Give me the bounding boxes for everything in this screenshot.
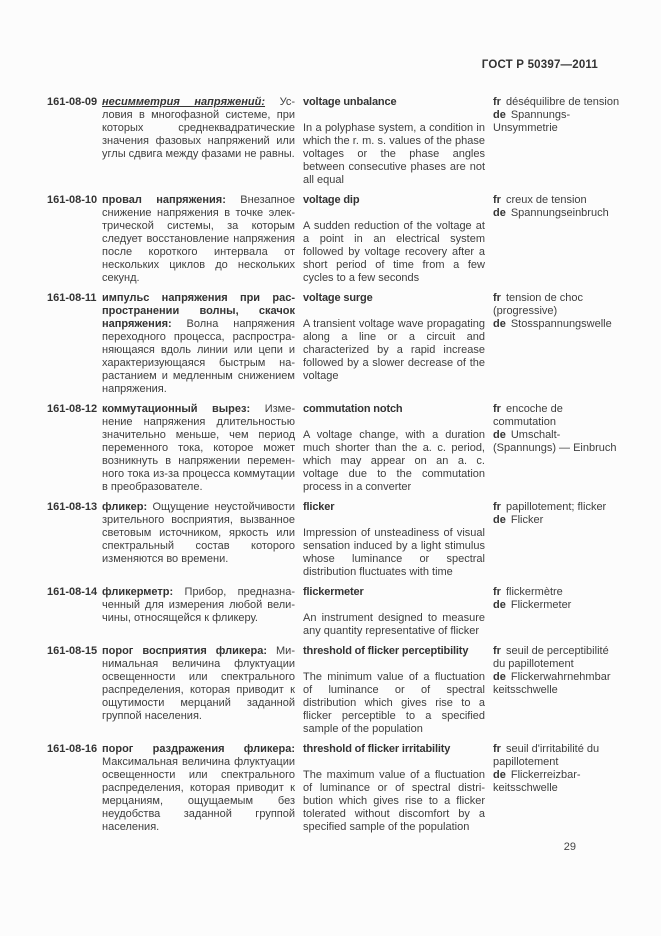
- de-label: de: [493, 671, 506, 683]
- de-label: de: [493, 514, 506, 526]
- fr-label: fr: [493, 586, 501, 598]
- fr-label: fr: [493, 292, 501, 304]
- term-entry: [47, 645, 620, 736]
- de-text: Flickermeter: [510, 599, 572, 611]
- english-definition-cell: [295, 743, 485, 834]
- entry-number: 161-08-16: [47, 743, 98, 755]
- german-translation: [493, 109, 620, 135]
- english-term: flicker: [303, 501, 335, 513]
- french-translation: [493, 586, 620, 599]
- russian-term: фликерметр:: [102, 586, 174, 598]
- entry-number: 161-08-09: [47, 96, 98, 108]
- french-translation: [493, 96, 620, 109]
- german-translation: [493, 671, 620, 697]
- german-translation: [493, 207, 620, 220]
- standard-header-title: ГОСТ Р 50397—2011: [481, 59, 598, 71]
- de-text: Flicker: [510, 514, 544, 526]
- english-definition-cell: [295, 501, 485, 579]
- fr-label: fr: [493, 501, 501, 513]
- russian-definition: Волна напряжения переходного процесса, распространяющаяся вдоль линии или цепи и характеризующаяся быстрым нарастанием и медленным снижением напряжения.: [102, 318, 295, 395]
- translations-cell: [485, 645, 620, 736]
- terminology-table: [47, 96, 620, 834]
- de-label: de: [493, 207, 506, 219]
- french-translation: [493, 292, 620, 318]
- fr-label: fr: [493, 645, 501, 657]
- de-text: Umschalt-(Spannungs) — Einbruch: [493, 429, 617, 454]
- fr-text: papillotement; flicker: [505, 501, 607, 513]
- term-entry: [47, 501, 620, 579]
- fr-label: fr: [493, 403, 501, 415]
- translations-cell: [485, 743, 620, 834]
- english-definition: In a polyphase system, a condition in which the r. m. s. values of the phase voltages or the phase angles between consecutive phases are not all equal: [303, 122, 485, 186]
- page-number: 29: [563, 841, 576, 853]
- russian-term: фликер:: [102, 501, 148, 513]
- german-translation: [493, 599, 620, 612]
- russian-term: несимметрия напряжений:: [102, 96, 266, 108]
- english-definition-cell: [295, 403, 485, 494]
- english-definition-cell: [295, 292, 485, 396]
- russian-definition-cell: [102, 403, 295, 494]
- russian-definition-cell: [102, 194, 295, 285]
- fr-text: seuil d'irritabilité du papillotement: [493, 743, 600, 768]
- term-entry: [47, 292, 620, 396]
- fr-text: creux de tension: [505, 194, 587, 206]
- fr-text: seuil de perceptibilité du papillotement: [493, 645, 609, 670]
- translations-cell: [485, 403, 620, 494]
- russian-term: импульс напряжения при распространении волны, скачок напряжения:: [102, 292, 295, 330]
- russian-definition-cell: [102, 501, 295, 579]
- french-translation: [493, 743, 620, 769]
- entry-number: 161-08-12: [47, 403, 98, 415]
- russian-definition-cell: [102, 743, 295, 834]
- english-definition-cell: [295, 194, 485, 285]
- fr-text: flickermètre: [505, 586, 563, 598]
- russian-definition: Минимальная величина флуктуации освещенности или спектрального распределения, которая приводит к ощутимости мерцаний заданной группой населения.: [102, 645, 295, 722]
- english-term: commutation notch: [303, 403, 403, 415]
- russian-definition: Прибор, предназначенный для измерения любой величины, относящейся к фликеру.: [102, 586, 295, 624]
- russian-term: провал напряжения:: [102, 194, 226, 206]
- de-text: Flickerreizbarkeitsschwelle: [493, 769, 581, 794]
- fr-text: tension de choc (progressive): [493, 292, 584, 317]
- english-term: threshold of flicker irritability: [303, 743, 451, 755]
- english-definition: The minimum value of a fluctuation of luminance or of spectral distribution which gives rise to a flicker perceptible to a specified sample of the population: [303, 671, 485, 735]
- russian-definition-cell: [102, 96, 295, 187]
- english-definition-cell: [295, 96, 485, 187]
- french-translation: [493, 403, 620, 429]
- english-definition: An instrument designed to measure any quantity representative of flicker: [303, 612, 485, 637]
- english-definition: Impression of unsteadiness of visual sensation induced by a light stimulus whose luminance or spectral distribution fluctuates with time: [303, 527, 485, 578]
- de-label: de: [493, 318, 506, 330]
- english-definition-cell: [295, 586, 485, 638]
- term-entry: [47, 403, 620, 494]
- de-label: de: [493, 599, 506, 611]
- de-text: Stosspannungswelle: [510, 318, 612, 330]
- entry-number: 161-08-14: [47, 586, 98, 598]
- translations-cell: [485, 586, 620, 638]
- french-translation: [493, 645, 620, 671]
- russian-definition-cell: [102, 645, 295, 736]
- russian-term: порог раздражения фликера:: [102, 743, 295, 755]
- english-term: flickermeter: [303, 586, 364, 598]
- english-definition: A sudden reduction of the voltage at a point in an electrical system followed by voltage recovery after a short period of time from a few cycles to a few seconds: [303, 220, 485, 284]
- russian-term: порог восприятия фликера:: [102, 645, 268, 657]
- entry-number: 161-08-15: [47, 645, 98, 657]
- entry-number: 161-08-10: [47, 194, 98, 206]
- english-definition: A voltage change, with a duration much shorter than the a. c. period, which may appear on an a. c. voltage due to the commutation process in a converter: [303, 429, 485, 493]
- fr-text: encoche de commutation: [493, 403, 563, 428]
- french-translation: [493, 194, 620, 207]
- de-label: de: [493, 109, 506, 121]
- english-term: voltage unbalance: [303, 96, 397, 108]
- russian-definition-cell: [102, 586, 295, 638]
- russian-definition: Внезапное снижение напряжения в точке электрической системы, за которым следует восстановление напряжения после короткого интервала от нескольких циклов до нескольких секунд.: [102, 194, 295, 284]
- english-definition: A transient voltage wave propagating along a line or a circuit and characterized by a rapid increase followed by a slower decrease of the voltage: [303, 318, 485, 382]
- english-definition: The maximum value of a fluctuation of luminance or of spectral distribution which gives rise to a flicker tolerated without discomfort by a specified sample of the population: [303, 769, 485, 833]
- russian-definition: Максимальная величина флуктуации освещенности или спектрального распределения, которая приводит к мерцаниям, ощущаемым без неудобства заданной группой населения.: [102, 756, 295, 833]
- english-term: voltage surge: [303, 292, 373, 304]
- translations-cell: [485, 292, 620, 396]
- de-text: Spannungseinbruch: [510, 207, 609, 219]
- french-translation: [493, 501, 620, 514]
- russian-definition: Ощущение неустойчивости зрительного восприятия, вызванное световым источником, яркость или спектральный состав которого изменяются во времени.: [102, 501, 296, 565]
- german-translation: [493, 318, 620, 331]
- term-entry: [47, 743, 620, 834]
- de-text: Spannungs-Unsymmetrie: [493, 109, 571, 134]
- russian-definition-cell: [102, 292, 295, 396]
- fr-label: fr: [493, 743, 501, 755]
- de-text: Flickerwahrnehmbar keitsschwelle: [493, 671, 611, 696]
- term-entry: [47, 194, 620, 285]
- russian-definition: Изменение напряжения длительностью значительно меньше, чем период переменного тока, которое может возникнуть в напряжении переменного тока из-за процесса коммутации в преобразователе.: [102, 403, 295, 493]
- russian-definition: Условия в многофазной системе, при которых среднеквадратические значения фазовых напряжений или углы сдвига между фазами не равны.: [102, 96, 295, 160]
- translations-cell: [485, 501, 620, 579]
- term-entry: [47, 96, 620, 187]
- german-translation: [493, 769, 620, 795]
- german-translation: [493, 514, 620, 527]
- fr-label: fr: [493, 194, 501, 206]
- fr-label: fr: [493, 96, 501, 108]
- english-term: threshold of flicker perceptibility: [303, 645, 469, 657]
- de-label: de: [493, 429, 506, 441]
- fr-text: déséquilibre de tension: [505, 96, 620, 108]
- english-term: voltage dip: [303, 194, 360, 206]
- entry-number: 161-08-11: [47, 292, 97, 304]
- term-entry: [47, 586, 620, 638]
- de-label: de: [493, 769, 506, 781]
- german-translation: [493, 429, 620, 455]
- entry-number: 161-08-13: [47, 501, 98, 513]
- translations-cell: [485, 96, 620, 187]
- english-definition-cell: [295, 645, 485, 736]
- russian-term: коммутационный вырез:: [102, 403, 251, 415]
- translations-cell: [485, 194, 620, 285]
